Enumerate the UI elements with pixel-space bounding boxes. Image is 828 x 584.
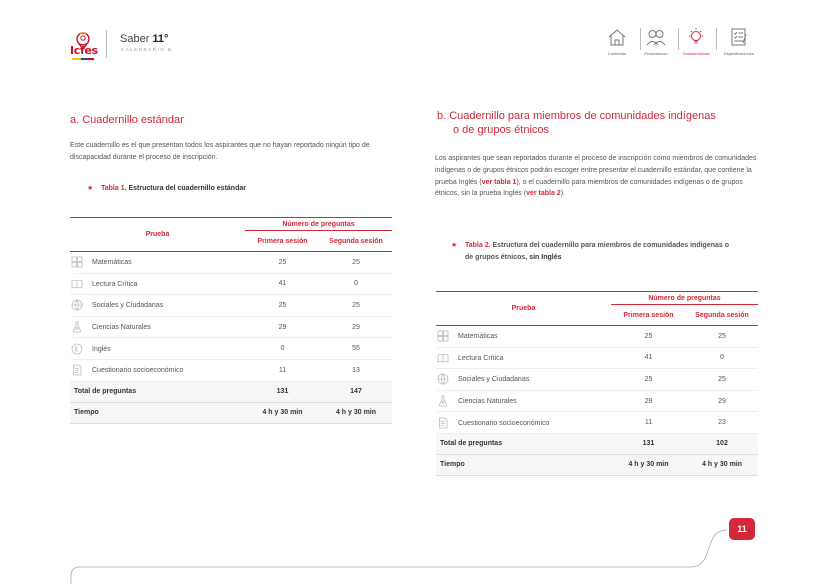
star-bullet-icon: ★	[87, 185, 94, 192]
total-label: Total de preguntas	[70, 381, 245, 402]
segunda-value: 25	[320, 252, 392, 274]
heading-line-1: b. Cuadernillo para miembros de comunidades indígenas	[437, 110, 716, 122]
caption-bold: sin Inglés	[529, 253, 562, 261]
subject-name: Matemáticas	[92, 259, 132, 267]
total-primera: 131	[611, 433, 686, 454]
caption-text: Estructura del cuadernillo estándar	[126, 185, 246, 192]
subject-name: Ciencias Naturales	[458, 397, 517, 405]
page-number-badge: 11	[729, 518, 755, 540]
tiempo-primera: 4 h y 30 min	[611, 454, 686, 475]
segunda-value: 25	[686, 326, 758, 348]
tiempo-primera: 4 h y 30 min	[245, 402, 320, 423]
subject-name: Cuestionario socioeconómico	[458, 419, 550, 427]
ref-tabla-2-link[interactable]: ver tabla 2	[526, 190, 561, 198]
col-header-primera: Primera sesión	[245, 231, 320, 252]
star-bullet-icon: ★	[451, 242, 458, 249]
primera-value: 29	[611, 390, 686, 412]
segunda-value: 29	[686, 390, 758, 412]
nav-label: Presentación	[644, 51, 668, 56]
tiempo-segunda: 4 h y 30 min	[320, 402, 392, 423]
primera-value: 25	[245, 295, 320, 317]
section-a-paragraph: Este cuadernillo es el que presentan todos los aspirantes que no hayan reportado ningún tipo de discapacidad durante el proceso de inscripción.	[70, 142, 370, 161]
primera-value: 41	[245, 273, 320, 295]
brand-title-text: Saber	[120, 33, 153, 45]
caption-text: Estructura del cuadernillo para miembros de comunidades indígenas o de grupos étnicos,	[465, 242, 729, 261]
total-label: Total de preguntas	[436, 433, 611, 454]
segunda-value: 0	[686, 347, 758, 369]
primera-value: 41	[611, 347, 686, 369]
caption-label: Tabla 1.	[101, 185, 127, 192]
primera-value: 29	[245, 316, 320, 338]
subject-name: Cuestionario socioeconómico	[92, 367, 184, 375]
tiempo-label: Tiempo	[70, 402, 245, 423]
segunda-value: 25	[320, 295, 392, 317]
subject-name: Lectura Crítica	[92, 280, 138, 288]
col-header-segunda: Segunda sesión	[686, 305, 758, 326]
primera-value: 25	[611, 369, 686, 391]
tiempo-label: Tiempo	[436, 454, 611, 475]
col-header-prueba: Prueba	[436, 292, 611, 326]
primera-value: 0	[245, 338, 320, 360]
col-header-segunda: Segunda sesión	[320, 231, 392, 252]
col-header-group: Número de preguntas	[245, 218, 392, 231]
nav-label: Especificaciones	[724, 51, 754, 56]
logo-text: Icfes	[70, 44, 98, 57]
total-segunda: 147	[320, 381, 392, 402]
heading-line-2: o de grupos étnicos	[453, 124, 550, 136]
tiempo-segunda: 4 h y 30 min	[686, 454, 758, 475]
col-header-prueba: Prueba	[70, 218, 245, 252]
segunda-value: 29	[320, 316, 392, 338]
segunda-value: 25	[686, 369, 758, 391]
nav-label: Contenido	[607, 51, 627, 56]
primera-value: 11	[245, 359, 320, 381]
segunda-value: 13	[320, 359, 392, 381]
subject-name: Lectura Crítica	[458, 354, 504, 362]
para-text: ), o el cuadernillo para miembros de comunidades indígenas o de grupos étnicos, sin la prueba Inglés (	[435, 178, 743, 198]
subject-name: Sociales y Ciudadanas	[458, 376, 530, 384]
col-header-group: Número de preguntas	[611, 292, 758, 305]
segunda-value: 55	[320, 338, 392, 360]
caption-label: Tabla 2.	[465, 242, 491, 249]
segunda-value: 0	[320, 273, 392, 295]
col-header-primera: Primera sesión	[611, 305, 686, 326]
subject-name: Ciencias Naturales	[92, 323, 151, 331]
total-primera: 131	[245, 381, 320, 402]
section-a-heading: a. Cuadernillo estándar	[70, 114, 184, 126]
brand-number: 11°	[152, 33, 169, 45]
subject-name: Sociales y Ciudadanas	[92, 302, 164, 310]
primera-value: 11	[611, 412, 686, 434]
segunda-value: 23	[686, 412, 758, 434]
brand-subtitle: CALENDARIO B	[121, 47, 173, 52]
primera-value: 25	[245, 252, 320, 274]
para-text: Los aspirantes que sean reportados durante el proceso de inscripción como miembros de comunidades indígenas o de grupos étnicos podrán escoger entre presentar el cuadernillo estándar, que contiene la prueba Inglés (	[435, 155, 757, 186]
nav-label: Características	[682, 51, 710, 56]
para-text: ).	[560, 190, 565, 198]
primera-value: 25	[611, 326, 686, 348]
total-segunda: 102	[686, 433, 758, 454]
subject-name: Inglés	[92, 345, 111, 353]
ref-tabla-1-link[interactable]: ver tabla 1	[481, 178, 517, 186]
subject-name: Matemáticas	[458, 333, 498, 341]
